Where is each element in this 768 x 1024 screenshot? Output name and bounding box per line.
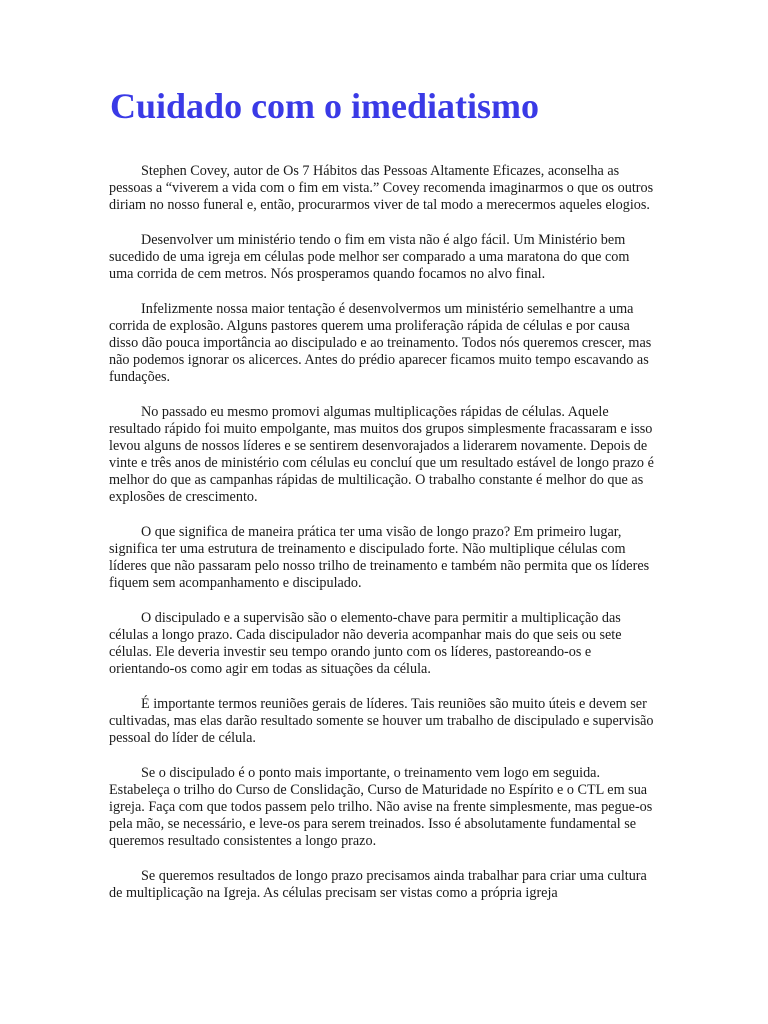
paragraph: Se o discipulado é o ponto mais importante, o treinamento vem logo em seguida. Estabeleça o trilho do Curso de Conslidação, Curso de Maturidade no Espírito e o CTL em sua igreja. Faça com que todos passem pelo trilho. Não avise na frente simplesmente, mas pegue-os pela mão, se necessário, e leve-os para serem treinados. Isso é absolutamente fundamental se queremos resultado consistentes a longo prazo. xyxy=(109,765,653,849)
paragraph: O que significa de maneira prática ter uma visão de longo prazo? Em primeiro lugar, significa ter uma estrutura de treinamento e discipulado forte. Não multiplique células com líderes que não passaram pelo nosso trilho de treinamento e também não permita que os líderes fiquem sem acompanhamento e discipulado. xyxy=(109,524,650,591)
paragraph: Desenvolver um ministério tendo o fim em vista não é algo fácil. Um Ministério bem sucedido de uma igreja em células pode melhor ser comparado a uma maratona do que com uma corrida de cem metros. Nós prosperamos quando focamos no alvo final. xyxy=(109,232,630,282)
document-body xyxy=(109,163,655,920)
paragraph: No passado eu mesmo promovi algumas multiplicações rápidas de células. Aquele resultado rápido foi muito empolgante, mas muitos dos grupos simplesmente fracassaram e isso levou alguns de nossos líderes e se sentirem desenvorajados a liderarem novamente. Depois de vinte e três anos de ministério com células eu concluí que um resultado estável de longo prazo é melhor do que as campanhas rápidas de multilicação. O trabalho constante é melhor do que as explosões de crescimento. xyxy=(109,404,654,505)
document-title: Cuidado com o imediatismo xyxy=(110,86,540,126)
paragraph: O discipulado e a supervisão são o elemento-chave para permitir a multiplicação das células a longo prazo. Cada discipulador não deveria acompanhar mais do que seis ou sete células. Ele deveria investir seu tempo orando junto com os líderes, pastoreando-os e orientando-os como agir em todas as situações da célula. xyxy=(109,610,622,677)
paragraph: Se queremos resultados de longo prazo precisamos ainda trabalhar para criar uma cultura de multiplicação na Igreja. As células precisam ser vistas como a própria igreja xyxy=(109,868,647,901)
paragraph: Infelizmente nossa maior tentação é desenvolvermos um ministério semelhantre a uma corrida de explosão. Alguns pastores querem uma proliferação rápida de células e por causa disso dão pouca importância ao discipulado e ao treinamento. Todos nós queremos crescer, mas não podemos ignorar os alicerces. Antes do prédio aparecer ficamos muito tempo escavando as fundações. xyxy=(109,301,652,385)
paragraph: Stephen Covey, autor de Os 7 Hábitos das Pessoas Altamente Eficazes, aconselha as pessoas a “viverem a vida com o fim em vista.” Covey recomenda imaginarmos o que os outros diriam no nosso funeral e, então, procurarmos viver de tal modo a merecermos aqueles elogios. xyxy=(109,163,654,213)
paragraph: É importante termos reuniões gerais de líderes. Tais reuniões são muito úteis e devem ser cultivadas, mas elas darão resultado somente se houver um trabalho de discipulado e supervisão pessoal do líder de célula. xyxy=(109,696,654,746)
